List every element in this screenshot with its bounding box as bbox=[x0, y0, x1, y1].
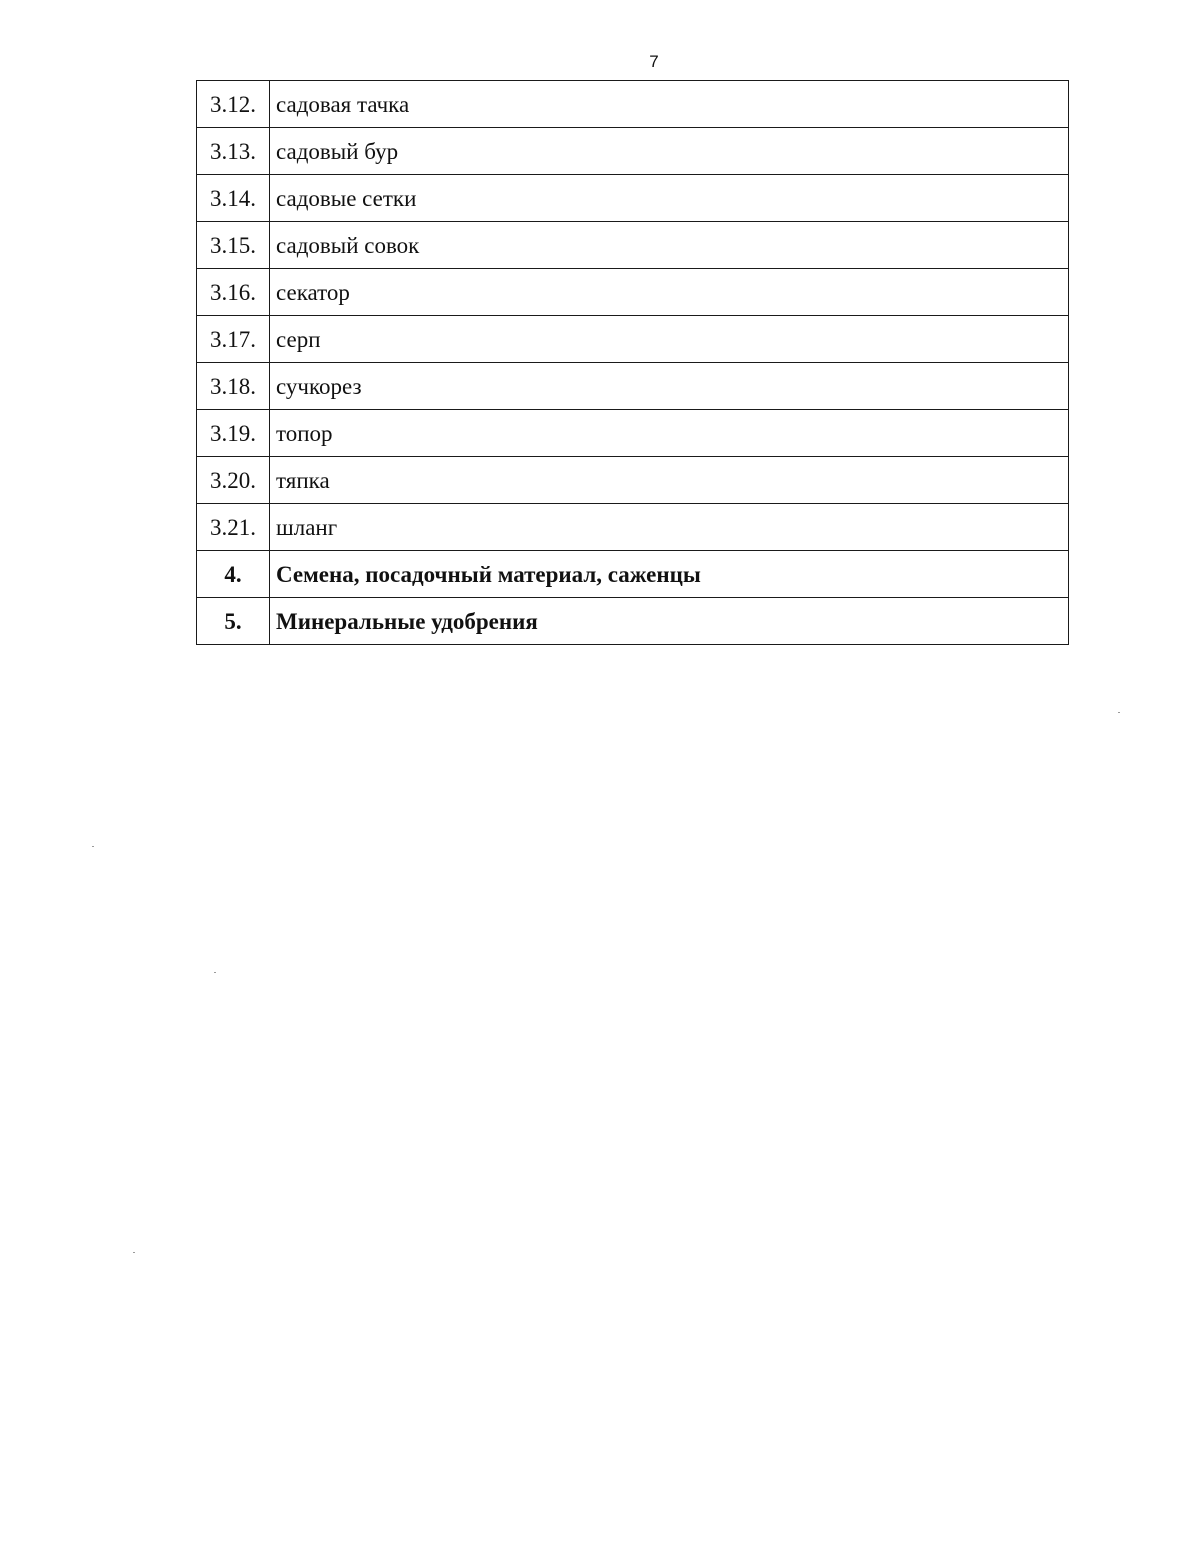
row-number: 3.15. bbox=[197, 222, 270, 269]
table-row bbox=[197, 175, 1069, 222]
table-row bbox=[197, 81, 1069, 128]
row-number: 3.17. bbox=[197, 316, 270, 363]
table-row bbox=[197, 457, 1069, 504]
scan-speck bbox=[133, 1252, 135, 1253]
table-row bbox=[197, 128, 1069, 175]
row-number: 3.18. bbox=[197, 363, 270, 410]
table-row bbox=[197, 316, 1069, 363]
row-number: 5. bbox=[197, 598, 270, 645]
row-number: 3.16. bbox=[197, 269, 270, 316]
row-name: сучкорез bbox=[270, 363, 1069, 410]
row-name: садовый совок bbox=[270, 222, 1069, 269]
row-name: шланг bbox=[270, 504, 1069, 551]
page-number: 7 bbox=[649, 52, 659, 71]
row-name: садовая тачка bbox=[270, 81, 1069, 128]
row-number: 3.19. bbox=[197, 410, 270, 457]
table-row bbox=[197, 222, 1069, 269]
table-row-section bbox=[197, 598, 1069, 645]
row-name: тяпка bbox=[270, 457, 1069, 504]
table-row bbox=[197, 504, 1069, 551]
table-row bbox=[197, 269, 1069, 316]
row-name: секатор bbox=[270, 269, 1069, 316]
row-name: Минеральные удобрения bbox=[270, 598, 1069, 645]
table-row bbox=[197, 410, 1069, 457]
items-table bbox=[196, 80, 1069, 645]
row-number: 4. bbox=[197, 551, 270, 598]
scan-speck bbox=[92, 846, 94, 847]
row-number: 3.21. bbox=[197, 504, 270, 551]
row-name: Семена, посадочный материал, саженцы bbox=[270, 551, 1069, 598]
row-number: 3.12. bbox=[197, 81, 270, 128]
row-number: 3.13. bbox=[197, 128, 270, 175]
row-number: 3.20. bbox=[197, 457, 270, 504]
scan-speck bbox=[1118, 712, 1120, 713]
scan-speck bbox=[214, 972, 216, 973]
table-row bbox=[197, 363, 1069, 410]
table-row-section bbox=[197, 551, 1069, 598]
row-name: топор bbox=[270, 410, 1069, 457]
row-name: садовый бур bbox=[270, 128, 1069, 175]
row-name: садовые сетки bbox=[270, 175, 1069, 222]
row-name: серп bbox=[270, 316, 1069, 363]
row-number: 3.14. bbox=[197, 175, 270, 222]
